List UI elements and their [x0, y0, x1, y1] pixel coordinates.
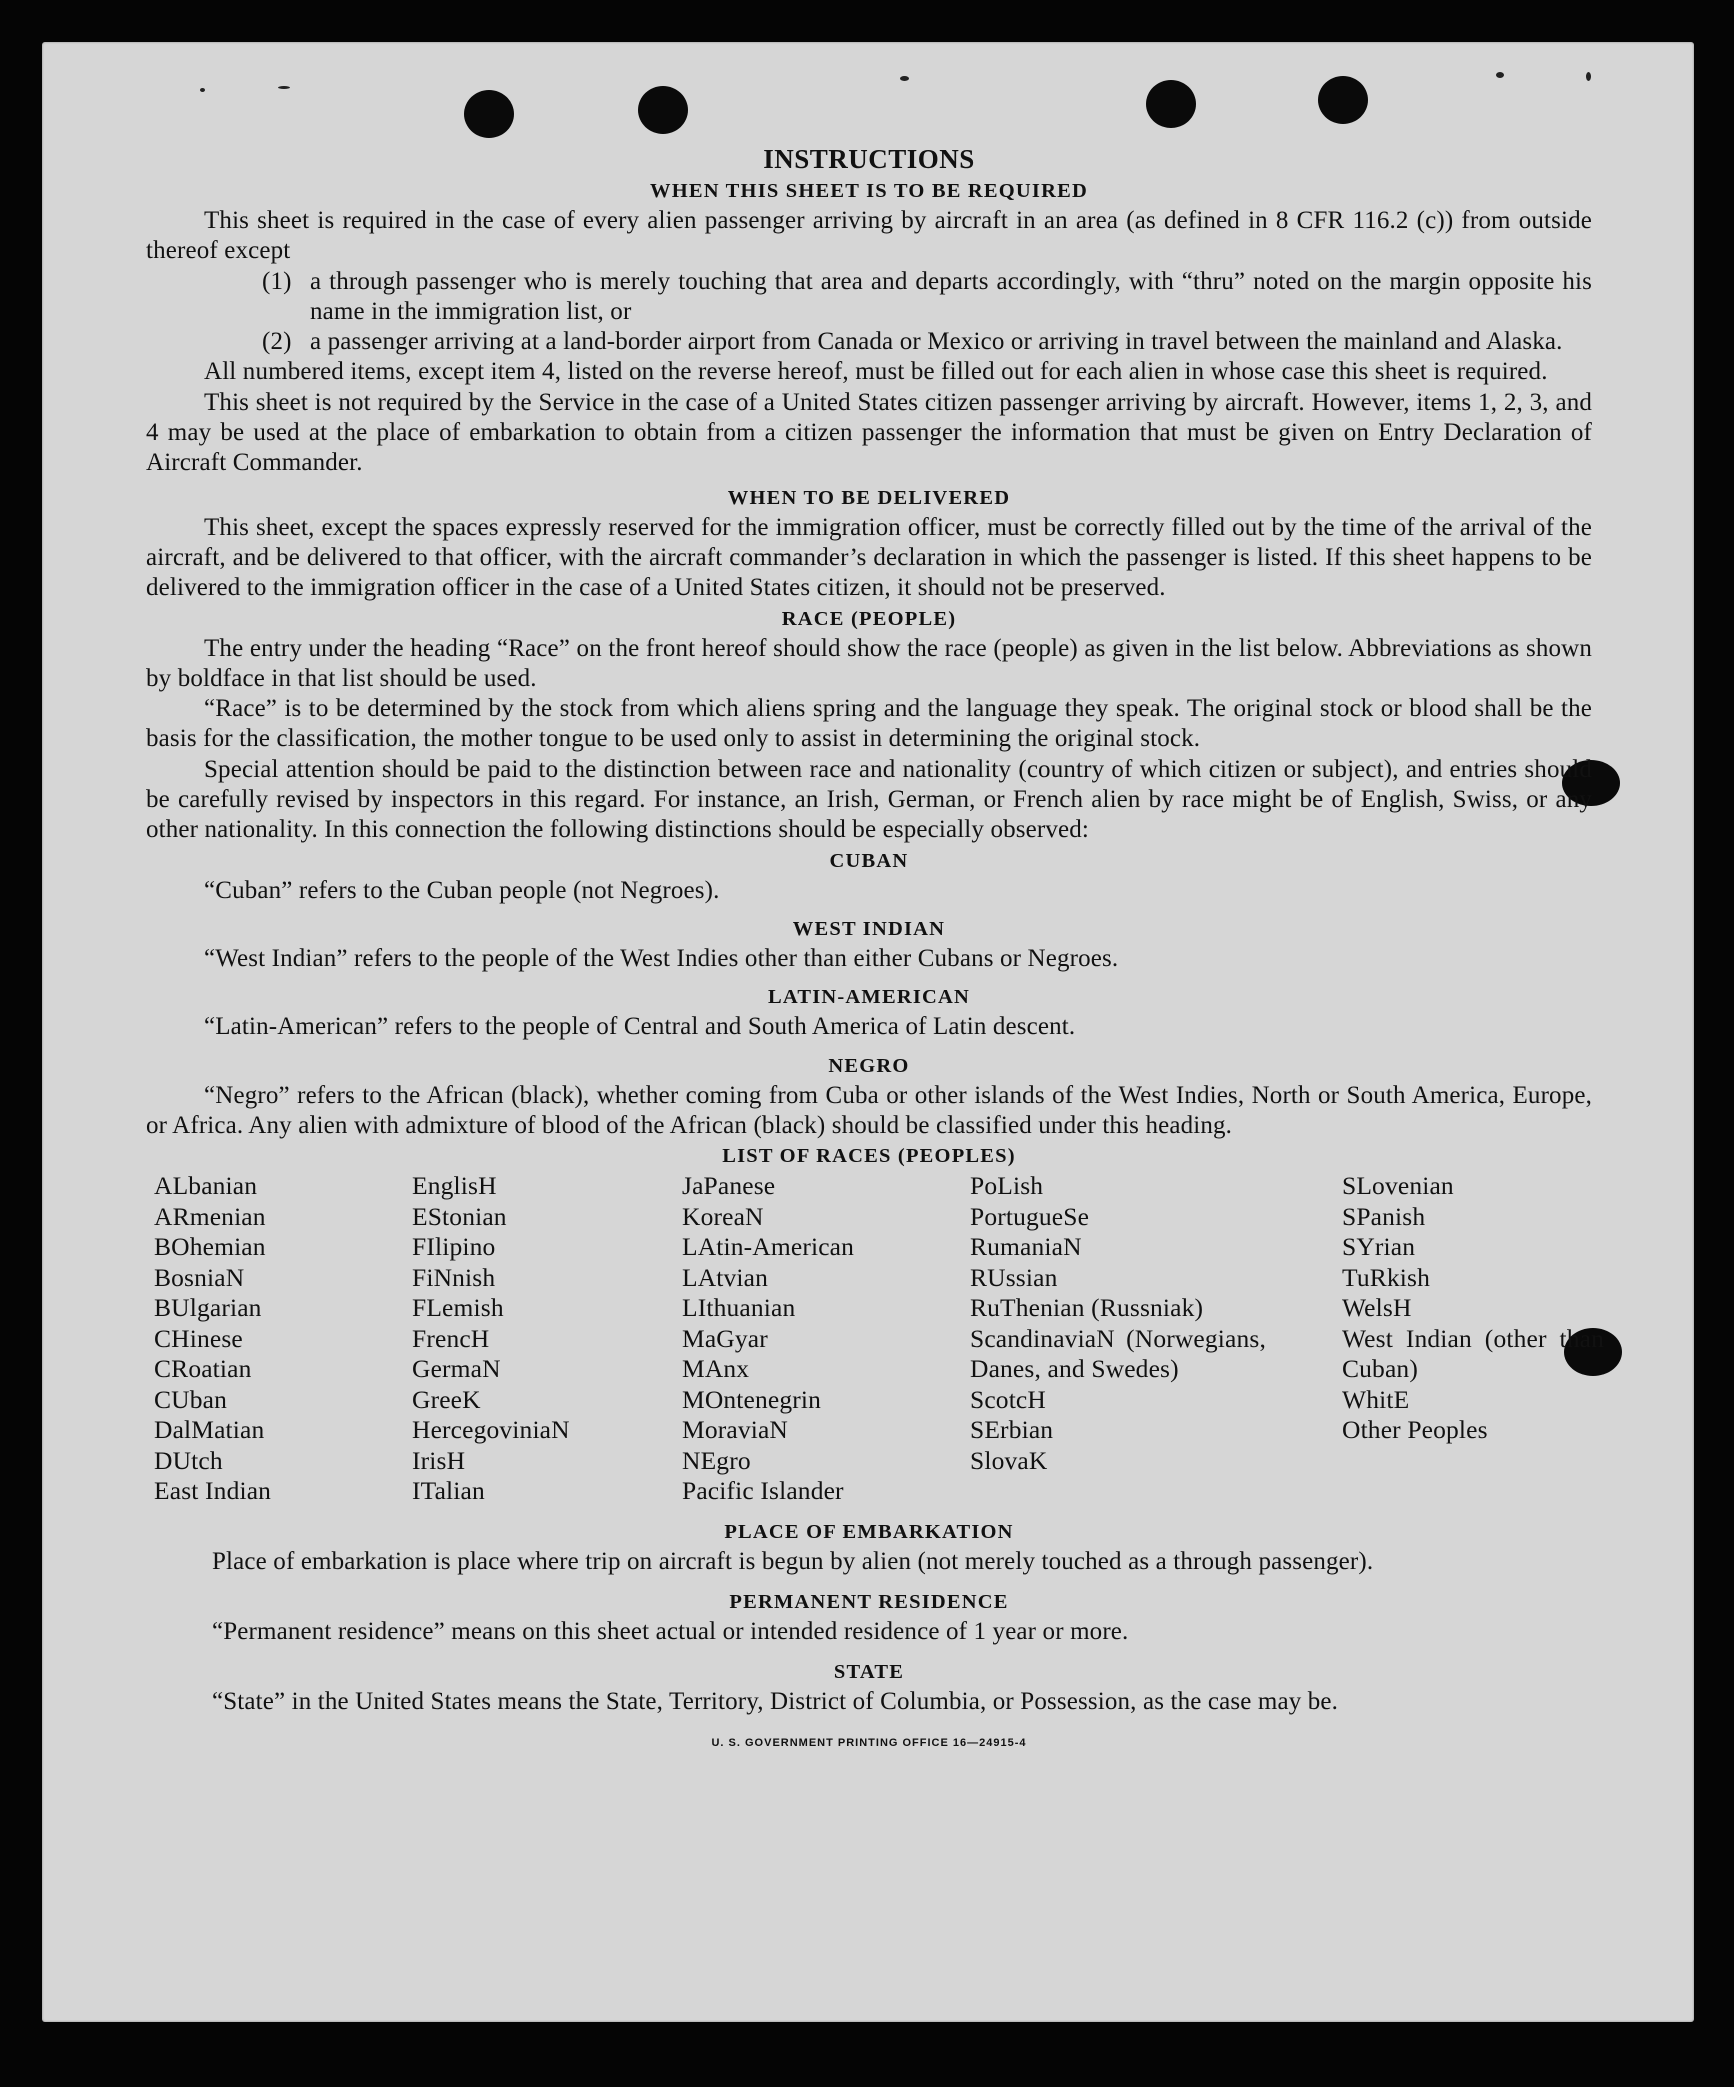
race-column [682, 1171, 970, 1507]
paragraph: This sheet, except the spaces expressly reserved for the immigration officer, must be correctly filled out by the time of the arrival of the aircraft, and be delivered to that officer, with the aircraft commander’s declaration in which the passenger is listed. If this sheet happens to be delivered to the immigration officer in the case of a United States citizen, it should not be preserved. [146, 513, 1592, 602]
list-item [146, 267, 1592, 328]
paragraph: This sheet is required in the case of every alien passenger arriving by aircraft in an area (as defined in 8 CFR 116.2 (c)) from outside thereof except [146, 207, 1592, 265]
race-entry: ITalian [412, 1476, 485, 1506]
race-entry: ScandinaviaN (Norwegians, Danes, and Swedes) [970, 1323, 1266, 1384]
instructions-content [146, 142, 1604, 1758]
race-entry: GreeK [412, 1384, 481, 1414]
race-entry: FLemish [412, 1293, 504, 1323]
section-heading: CUBAN [829, 849, 909, 872]
item-number: (2) [262, 328, 292, 356]
section-heading: STATE [833, 1661, 905, 1684]
race-entry: CHinese [154, 1323, 243, 1353]
race-entry: East Indian [154, 1476, 272, 1506]
race-entry: FiNnish [412, 1262, 496, 1292]
race-entry: WelsH [1342, 1293, 1412, 1323]
race-entry: WhitE [1342, 1384, 1410, 1414]
list-item [146, 327, 1592, 357]
paragraph: “West Indian” refers to the people of the West Indies other than either Cubans or Negroes. [204, 944, 1119, 972]
race-entry: Other Peoples [1342, 1415, 1488, 1445]
race-entry: ScotcH [970, 1384, 1046, 1414]
paragraph: Special attention should be paid to the distinction between race and nationality (country of which citizen or subject), and entries should be carefully revised by inspectors in this regard. For instance, an Irish, German, or French alien by race might be of English, Swiss, or any other nationality. In this connection the following distinctions should be especially observed: [146, 755, 1592, 844]
paragraph: All numbered items, except item 4, listed on the reverse hereof, must be filled out for each alien in whose case this sheet is required. [204, 358, 1548, 386]
punch-hole [464, 90, 514, 138]
section-heading: WHEN THIS SHEET IS TO BE REQUIRED [650, 180, 1088, 202]
speck [1496, 72, 1504, 78]
race-entry: DalMatian [154, 1415, 265, 1445]
race-entry: CRoatian [154, 1354, 252, 1384]
race-list [146, 1171, 1604, 1507]
race-entry: FrencH [412, 1323, 490, 1353]
section-heading: PERMANENT RESIDENCE [729, 1590, 1009, 1613]
paragraph: “Negro” refers to the African (black), whether coming from Cuba or other islands of the West Indies, North or South America, Europe, or Africa. Any alien with admixture of blood of the African (black) should be classified under this heading. [146, 1081, 1592, 1139]
race-entry: CUban [154, 1384, 227, 1414]
paragraph: This sheet is not required by the Service in the case of a United States citizen passenger arriving by aircraft. However, items 1, 2, 3, and 4 may be used at the place of embarkation to obtain from a citizen passenger the information that must be given on Entry Declaration of Aircraft Commander. [146, 388, 1592, 477]
printing-office-footer: U. S. GOVERNMENT PRINTING OFFICE 16—24915-4 [711, 1736, 1027, 1749]
speck [900, 76, 909, 81]
race-entry: EStonian [412, 1201, 507, 1231]
race-entry: SYrian [1342, 1232, 1416, 1262]
race-entry: KoreaN [682, 1201, 764, 1231]
race-entry: FIlipino [412, 1232, 496, 1262]
race-entry: MoraviaN [682, 1415, 789, 1445]
paragraph: “Latin-American” refers to the people of Central and South America of Latin descent. [204, 1013, 1076, 1041]
race-entry: IrisH [412, 1445, 466, 1475]
race-entry: PoLish [970, 1171, 1044, 1201]
race-entry: BUlgarian [154, 1293, 262, 1323]
race-entry: SlovaK [970, 1445, 1048, 1475]
section-heading: LIST OF RACES (PEOPLES) [722, 1145, 1016, 1168]
race-entry: LAtin-American [682, 1232, 855, 1262]
punch-hole [1318, 76, 1368, 124]
race-entry: LAtvian [682, 1262, 769, 1292]
race-entry: PortugueSe [970, 1201, 1090, 1231]
section-heading: WHEN TO BE DELIVERED [727, 486, 1011, 509]
section-heading: PLACE OF EMBARKATION [724, 1520, 1014, 1543]
race-entry: SErbian [970, 1415, 1054, 1445]
paragraph: “Permanent residence” means on this sheet actual or intended residence of 1 year or more. [212, 1617, 1129, 1645]
race-column [1270, 1171, 1622, 1507]
paragraph: “State” in the United States means the State, Territory, District of Columbia, or Possession, as the case may be. [212, 1688, 1339, 1716]
race-entry: West Indian (other than Cuban) [1342, 1323, 1604, 1384]
race-entry: SPanish [1342, 1201, 1426, 1231]
race-entry: EnglisH [412, 1171, 497, 1201]
document-sheet [42, 42, 1694, 2022]
item-text: a through passenger who is merely touching that area and departs accordingly, with “thru” noted on the margin opposite his name in the immigration list, or [310, 267, 1592, 325]
race-entry: MaGyar [682, 1323, 768, 1353]
speck [278, 86, 290, 89]
race-entry: MAnx [682, 1354, 750, 1384]
paragraph: “Cuban” refers to the Cuban people (not Negroes). [204, 876, 720, 904]
race-entry: RumaniaN [970, 1232, 1082, 1262]
race-entry: TuRkish [1342, 1262, 1430, 1292]
race-entry: ARmenian [154, 1201, 266, 1231]
paragraph: “Race” is to be determined by the stock from which aliens spring and the language they speak. The original stock or blood shall be the basis for the classification, the mother tongue to be used only to assist in determining the original stock. [146, 695, 1592, 753]
race-entry: NEgro [682, 1445, 751, 1475]
speck [1586, 72, 1591, 81]
page-title: INSTRUCTIONS [763, 144, 975, 174]
section-heading: RACE (PEOPLE) [781, 607, 957, 630]
race-entry: MOntenegrin [682, 1384, 822, 1414]
race-entry: SLovenian [1342, 1171, 1454, 1201]
race-column [412, 1171, 682, 1507]
race-entry: GermaN [412, 1354, 501, 1384]
race-column [146, 1171, 412, 1507]
paragraph: Place of embarkation is place where trip on aircraft is begun by alien (not merely touched as a through passenger). [212, 1547, 1374, 1575]
section-heading: LATIN-AMERICAN [767, 986, 971, 1009]
race-column [970, 1171, 1270, 1507]
race-entry: RUssian [970, 1262, 1058, 1292]
race-entry: DUtch [154, 1445, 223, 1475]
race-entry: LIthuanian [682, 1293, 796, 1323]
race-entry: RuThenian (Russniak) [970, 1293, 1204, 1323]
speck [200, 88, 205, 92]
punch-hole [638, 86, 688, 134]
punch-hole [1146, 80, 1196, 128]
race-entry: JaPanese [682, 1171, 776, 1201]
race-entry: BOhemian [154, 1232, 266, 1262]
paragraph: The entry under the heading “Race” on the front hereof should show the race (people) as given in the list below. Abbreviations as shown by boldface in that list should be used. [146, 634, 1592, 692]
item-text: a passenger arriving at a land-border airport from Canada or Mexico or arriving in travel between the mainland and Alaska. [310, 328, 1563, 356]
race-entry: Pacific Islander [682, 1476, 844, 1506]
section-heading: WEST INDIAN [792, 917, 946, 940]
race-entry: HercegoviniaN [412, 1415, 570, 1445]
race-entry: ALbanian [154, 1171, 258, 1201]
race-entry: BosniaN [154, 1262, 245, 1292]
item-number: (1) [262, 267, 292, 295]
section-heading: NEGRO [828, 1054, 910, 1077]
